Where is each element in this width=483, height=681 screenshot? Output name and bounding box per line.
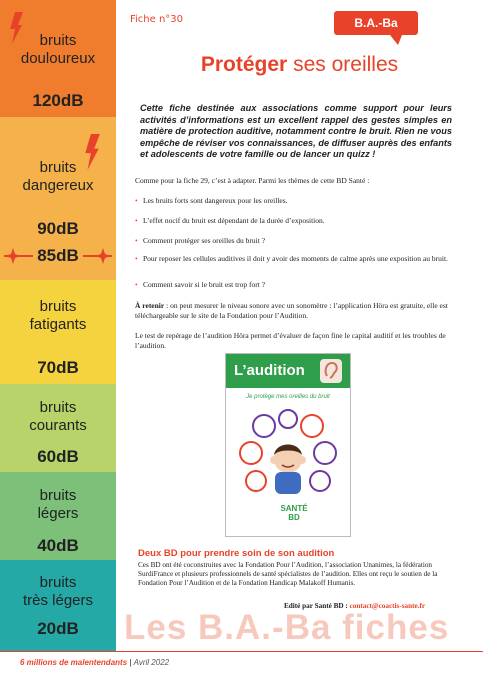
band-label-line1: bruits — [39, 159, 77, 176]
band-label-line1: bruits — [39, 574, 77, 591]
band-label-line2: douloureux — [20, 50, 96, 67]
series-tag: B.A.-Ba — [334, 11, 418, 35]
cover-brand-bottom: BD — [288, 513, 300, 522]
cover-subtitle: Je protège mes oreilles du bruit — [246, 394, 330, 400]
band-label-line2: fatigants — [29, 316, 87, 333]
band-label-line1: bruits — [39, 32, 77, 49]
retenir-text: : on peut mesurer le niveau sonore avec un sonomètre : l’application Höra est gratuite, elle est téléchargeable sur le site de la Fondation pour l’Audition. — [135, 301, 448, 320]
child-covering-ears-illustration — [238, 409, 338, 497]
star-burst-icon — [95, 248, 111, 264]
footer-separator: | — [127, 658, 134, 667]
band-label-line2: dangereux — [22, 177, 94, 194]
title-rest: ses oreilles — [293, 53, 399, 76]
footer-rule — [0, 651, 483, 652]
noise-level-scale — [0, 0, 116, 651]
band-courants — [0, 384, 116, 472]
band-label-line1: bruits — [39, 298, 77, 315]
retenir-paragraph — [135, 301, 455, 320]
band-db: 120dB — [32, 91, 84, 110]
band-db: 60dB — [37, 447, 79, 466]
bullet-item — [135, 254, 455, 264]
intro-paragraph: Cette fiche destinée aux associations comme support pour leurs activités d’informations est un excellent rappel des gestes simples en matière de protection auditive, notamment contre le bruit. Rien ne vous empêche de réviser vos connaissances, de diffuser auprès des enfants et adolescents de votre famille ou de lancer un quizz ! — [140, 103, 452, 160]
band-label-line2: très légers — [22, 592, 94, 609]
bullet-item — [135, 280, 455, 290]
title-bold: Protéger — [200, 53, 288, 76]
test-paragraph: Le test de repérage de l’audition Höra permet d’évaluer de façon fine le capital auditif et les troubles de l’audition. — [135, 331, 446, 350]
cover-header — [226, 354, 350, 388]
body-lead: Comme pour la fiche 29, c’est à adapter. Parmi les thèmes de cette BD Santé : — [135, 176, 370, 185]
bullet-text: L’effet nocif du bruit est dépendant de la durée d’exposition. — [143, 216, 325, 225]
editor-email: contact@coactis-sante.fr — [349, 602, 426, 610]
band-legers — [0, 472, 116, 560]
bullet-text: Pour reposer les cellules auditives il doit y avoir des moments de calme après une exposition au bruit. — [143, 254, 448, 263]
band-db: 20dB — [37, 619, 79, 638]
footer — [20, 658, 169, 667]
star-burst-icon — [5, 248, 21, 264]
band-douloureux — [0, 0, 116, 117]
bullet-dot: • — [135, 196, 138, 205]
band-db: 70dB — [37, 358, 79, 377]
bullet-item — [135, 216, 455, 226]
lightning-icon — [9, 12, 23, 44]
lightning-icon — [84, 134, 100, 170]
band-label-line1: bruits — [39, 399, 77, 416]
cover-title: L’audition — [234, 362, 305, 379]
speech-bubble-tail — [390, 35, 402, 45]
bullet-text: Comment protéger ses oreilles du bruit ? — [143, 236, 266, 245]
watermark: Les B.A.-Ba fiches — [124, 608, 450, 647]
credits-title: Deux BD pour prendre soin de son audition — [138, 548, 335, 559]
editor-label: Edité par Santé BD : — [284, 602, 350, 610]
bullet-dot: • — [135, 216, 138, 225]
bullet-text: Les bruits forts sont dangereux pour les oreilles. — [143, 196, 288, 205]
cover-brand-top: SANTÉ — [280, 504, 308, 513]
retenir-label: À retenir — [135, 301, 165, 310]
page-title — [116, 53, 483, 77]
band-label-line2: courants — [29, 417, 87, 434]
fiche-number: Fiche n°30 — [130, 14, 184, 25]
band-label-line1: bruits — [39, 487, 77, 504]
bullet-item — [135, 196, 455, 206]
footer-date: Avril 2022 — [133, 658, 170, 667]
threshold-db: 85dB — [33, 246, 83, 266]
bullet-dot: • — [135, 254, 138, 263]
band-tres-legers — [0, 560, 116, 651]
threshold-marker — [0, 244, 116, 268]
comic-cover-image — [225, 353, 351, 537]
ear-icon — [320, 359, 342, 383]
band-label-line2: légers — [37, 505, 79, 522]
bullet-dot: • — [135, 236, 138, 245]
cover-brand-logo — [274, 504, 314, 522]
band-fatigants — [0, 280, 116, 384]
band-db: 40dB — [37, 536, 79, 555]
bullet-dot: • — [135, 280, 138, 289]
footer-title: 6 millions de malentendants — [20, 658, 128, 667]
credits-text: Ces BD ont été coconstruites avec la Fondation Pour l’Audition, l’association Unanimes, la fédération SurdiFrance et plusieurs professionnels de santé spécialistes de l’audition. Elles ont reçu le soutien de la Fondation Pour l’Audition et de la Fondation Handicap Malakoff Humanis. — [138, 561, 438, 588]
bullet-item — [135, 236, 455, 246]
bullet-text: Comment savoir si le bruit est trop fort ? — [143, 280, 266, 289]
band-db: 90dB — [37, 219, 79, 238]
